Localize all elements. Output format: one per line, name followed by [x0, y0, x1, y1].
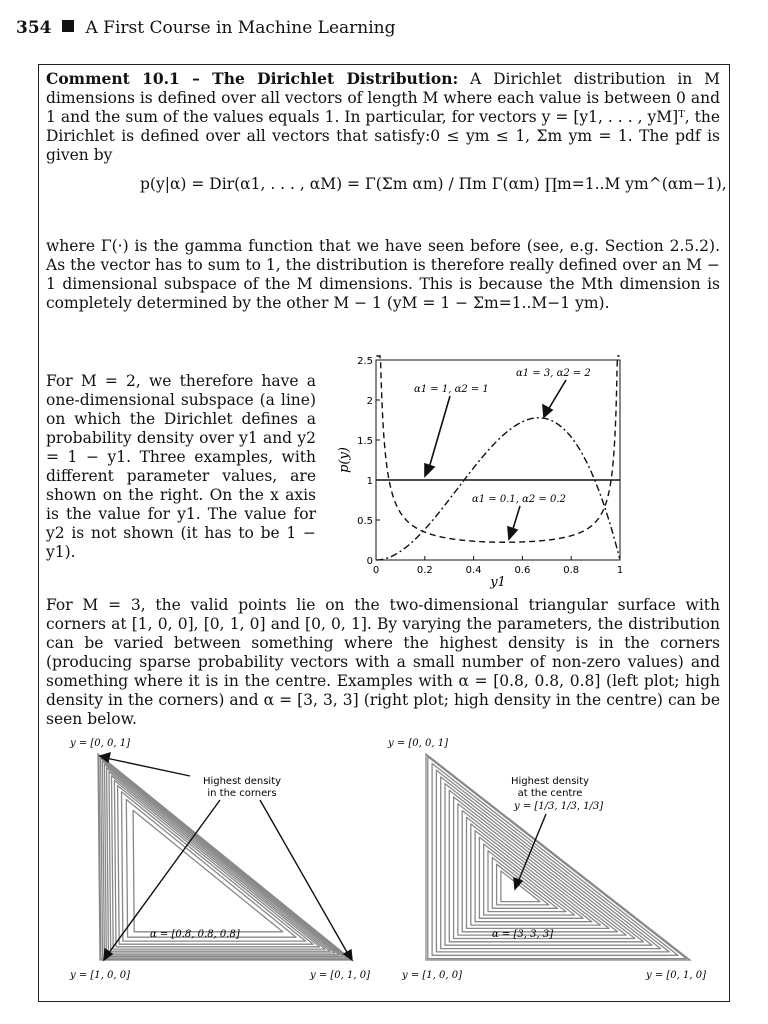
third-paragraph: For M = 3, the valid points lie on the two-dimensional triangular surface with corners at [1, 0, 0], [0, 1, 0] and [0, 0, 1]. By varying the parameters, the distribution can be varied between something where the highest density is in the corners (producing sparse probability vectors with a small number of non-zero values) and something where it is in the centre. Examples with α = [0.8, 0.8, 0.8] (left plot; high density in the corners) and α = [3, 3, 3] (right plot; high density in the centre) can be seen below. — [46, 596, 720, 728]
side-paragraph: For M = 2, we therefore have a one-dimensional subspace (a line) on which the Dirichlet defines a probability density over y1 and y2 = 1 − y1. Three examples, with different parameter values, are shown on the right. On the x axis is the value for y1. The value for y2 is not shown (it has to be 1 − y1). — [46, 372, 316, 561]
y-axis-label: p(y) — [337, 447, 352, 473]
beta-density-chart — [330, 350, 630, 590]
annotation-line-1: Highest density — [510, 776, 590, 787]
annotation-line-2: in the corners — [207, 788, 277, 799]
second-paragraph: where Γ(·) is the gamma function that we have seen before (see, e.g. Section 2.5.2). As the vector has to sum to 1, the distribution is therefore really defined over an M − 1 dimensional subspace of the M dimensions. This is because the Mth dimension is completely determined by the other M − 1 (yM = 1 − Σm=1..M−1 ym). — [46, 237, 720, 312]
contour-plot-corners — [60, 734, 390, 984]
dirichlet-equation: p(y|α) = Dir(α1, . . . , αM) = Γ(Σm αm) / Πm Γ(αm) ∏m=1..M ym^(αm−1), — [140, 175, 727, 193]
series-line — [376, 356, 619, 542]
y-tick-label: 1.5 — [357, 436, 373, 447]
x-axis-label: y1 — [490, 575, 506, 590]
annotation-uniform: α1 = 1, α2 = 1 — [414, 384, 489, 395]
centre-label: y = [1/3, 1/3, 1/3] — [514, 801, 604, 812]
corner-label-top: y = [0, 0, 1] — [388, 738, 448, 749]
y-tick-label: 2.5 — [357, 356, 373, 367]
intro-paragraph — [46, 69, 720, 165]
intro-text: A Dirichlet distribution in M dimensions is defined over all vectors of length M where each value is between 0 and 1 and the sum of the values equals 1. In particular, for vectors y = [y1, . . . , yM]ᵀ, the Dirichlet is defined over all vectors that satisfy:0 ≤ ym ≤ 1, Σm ym = 1. The pdf is given by — [46, 70, 720, 164]
contour-line — [449, 790, 643, 942]
corner-label-left: y = [1, 0, 0] — [70, 970, 130, 981]
book-title: A First Course in Machine Learning — [85, 18, 396, 38]
contour-plot-centre — [380, 734, 720, 984]
y-tick-label: 2 — [366, 396, 373, 407]
annotation-3-2: α1 = 3, α2 = 2 — [516, 368, 591, 379]
square-bullet-icon — [62, 20, 74, 32]
y-tick-label: 0.5 — [357, 516, 373, 527]
y-tick-label: 1 — [366, 476, 373, 487]
x-tick-label: 0.8 — [563, 565, 580, 576]
x-tick-label: 0 — [372, 565, 380, 576]
x-tick-label: 0.4 — [465, 565, 482, 576]
x-tick-label: 0.2 — [416, 565, 433, 576]
contour-line — [114, 780, 319, 946]
comment-heading: Comment 10.1 – The Dirichlet Distribution: — [46, 69, 459, 88]
annotation-line-1: Highest density — [202, 776, 282, 787]
x-tick-label: 1 — [616, 565, 624, 576]
corner-label-right: y = [0, 1, 0] — [310, 970, 370, 981]
page-header — [16, 18, 395, 38]
annotation-line-2: at the centre — [517, 788, 583, 799]
contour-line — [118, 786, 314, 945]
corner-label-left: y = [1, 0, 0] — [402, 970, 462, 981]
contour-line — [133, 810, 283, 931]
corner-label-right: y = [0, 1, 0] — [646, 970, 706, 981]
contour-line — [126, 800, 296, 938]
alpha-label: α = [3, 3, 3] — [492, 929, 554, 940]
contour-line — [122, 792, 306, 941]
series-line — [376, 418, 619, 560]
x-tick-label: 0.6 — [514, 565, 531, 576]
annotation-arrows — [425, 380, 566, 539]
corner-label-top: y = [0, 0, 1] — [70, 738, 130, 749]
annotation-01-02: α1 = 0.1, α2 = 0.2 — [472, 494, 566, 505]
alpha-label: α = [0.8, 0.8, 0.8] — [150, 929, 240, 940]
page-number: 354 — [16, 18, 52, 38]
y-tick-label: 0 — [366, 556, 373, 567]
plot-frame — [376, 360, 620, 560]
